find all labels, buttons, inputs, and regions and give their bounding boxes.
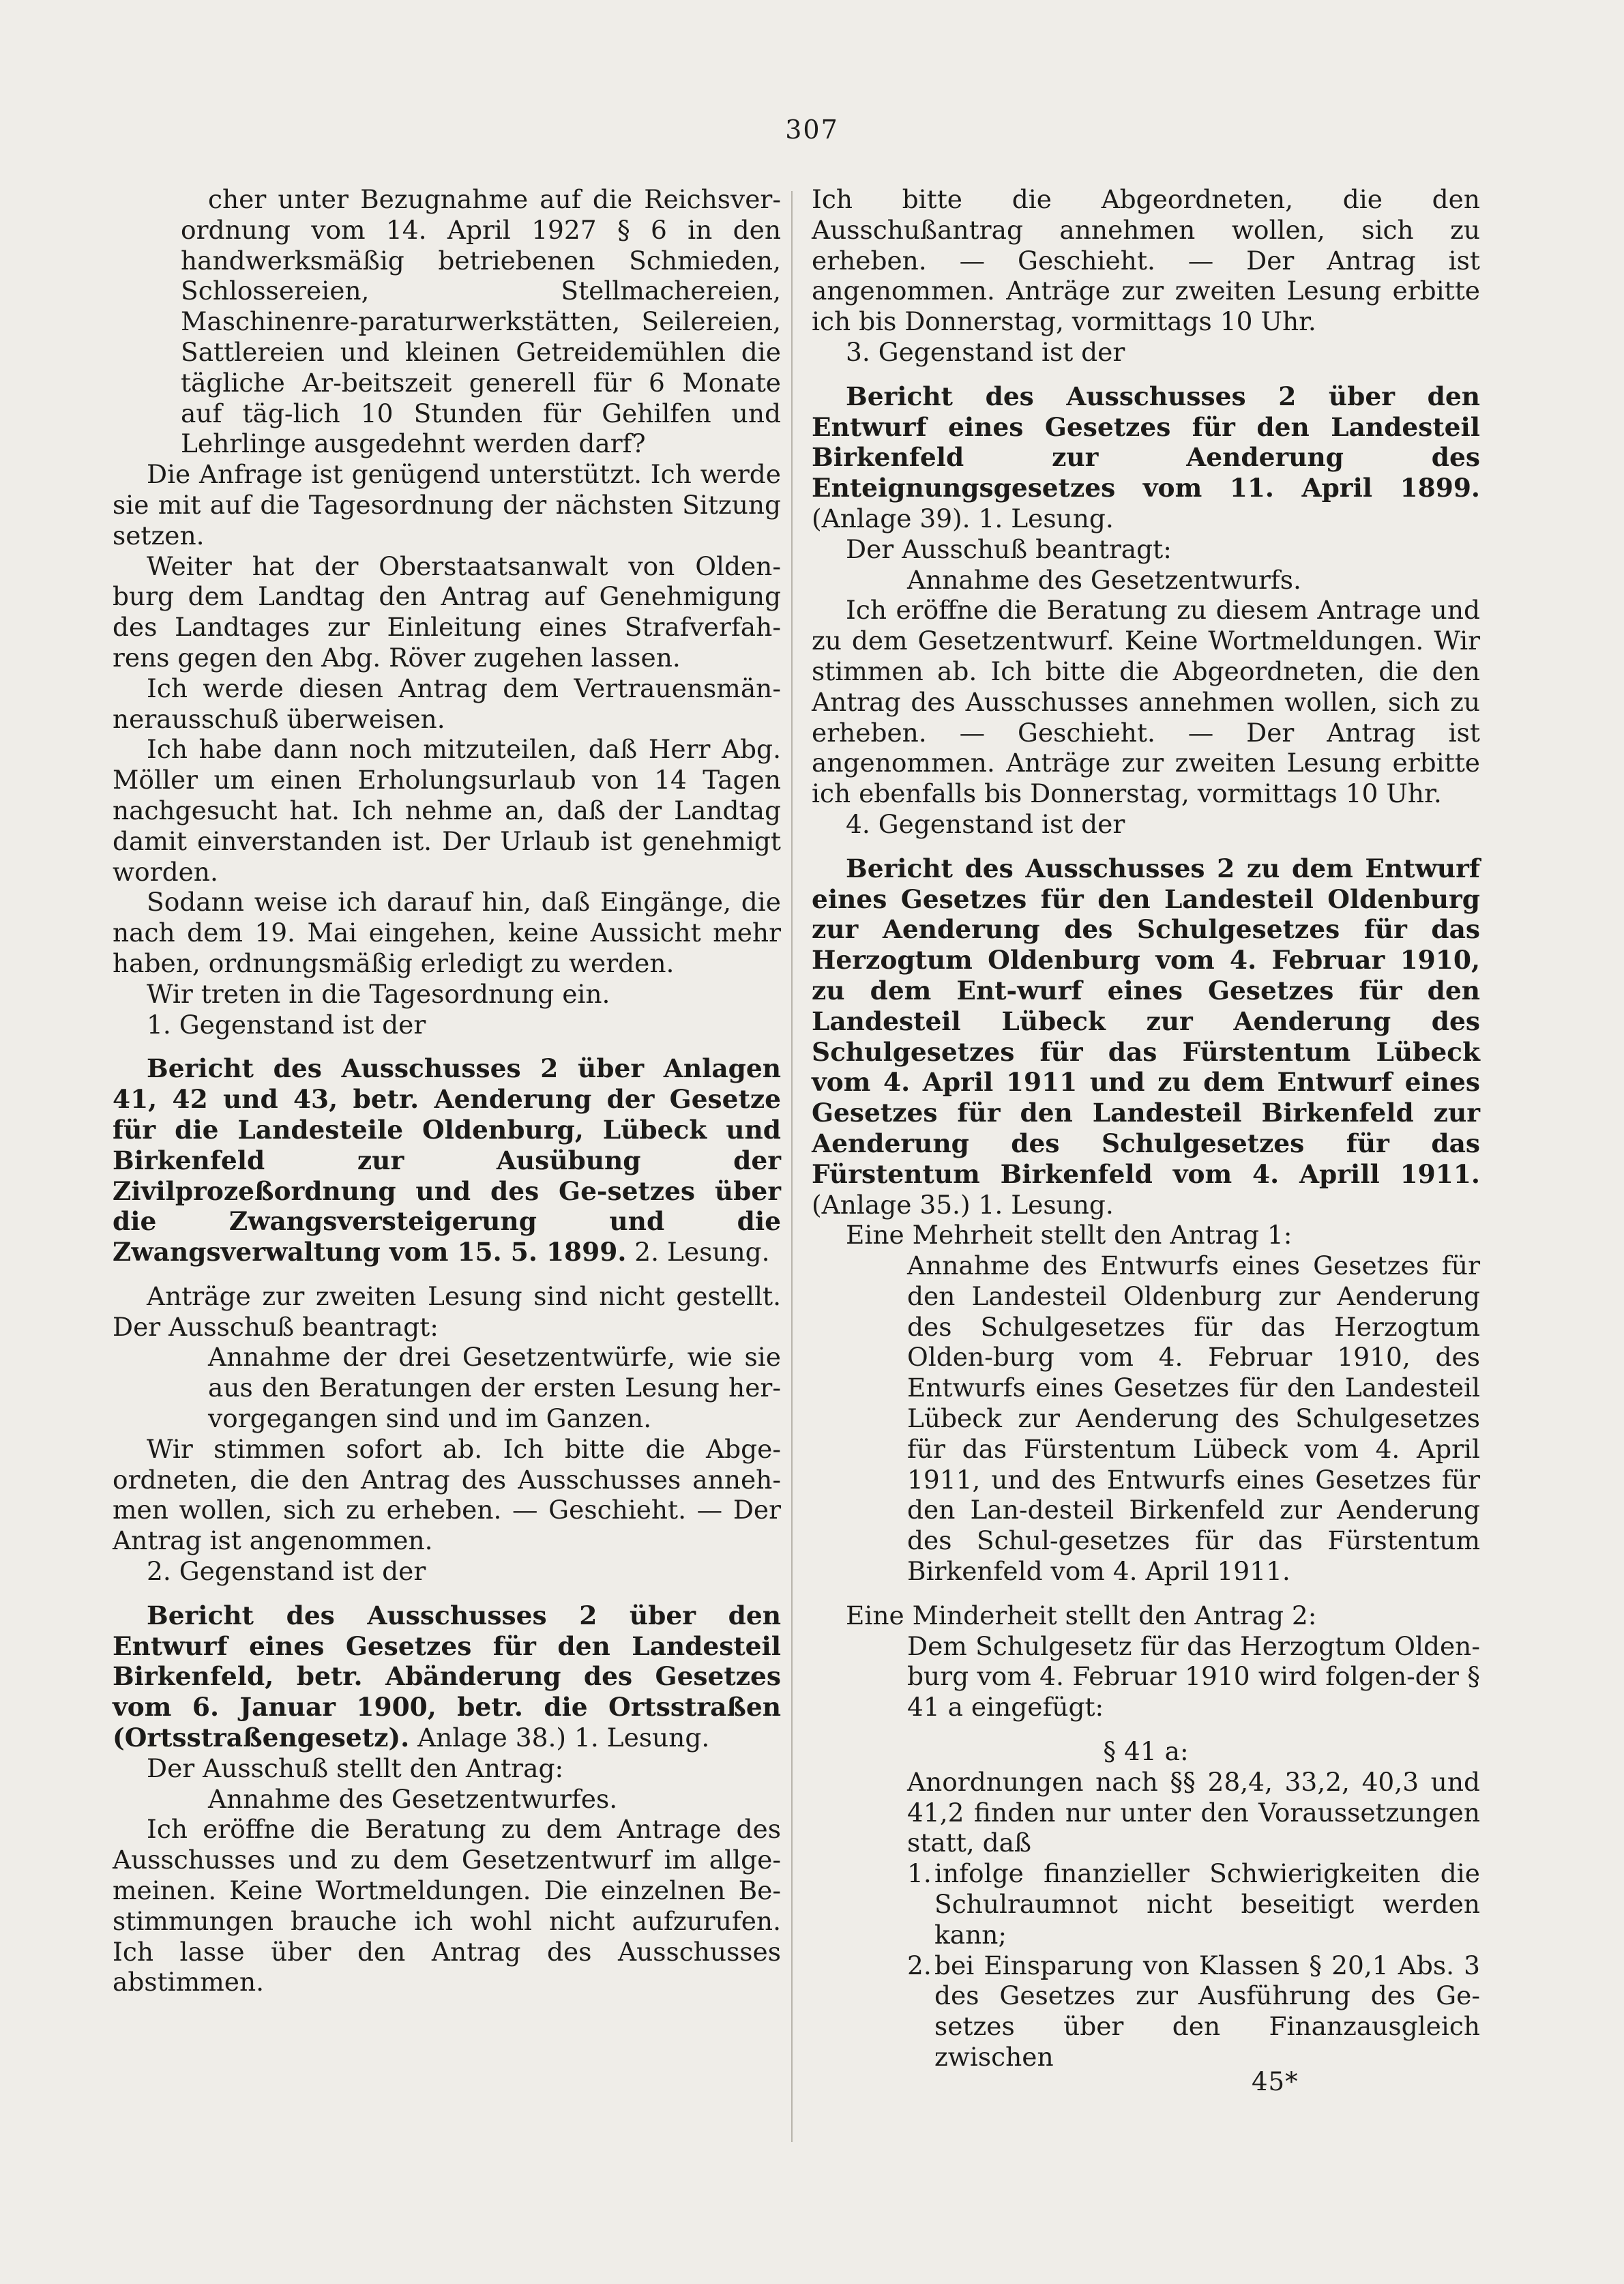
paragraph-text: 2. Lesung. bbox=[626, 1237, 770, 1268]
paragraph-text: Ich habe dann noch mitzuteilen, daß Herr Abg. Möller um einen Erholungsurlaub von 14 Tagen nachgesucht hat. Ich nehme an, daß der Landtag damit einverstanden ist. Der Urlaub ist genehmigt worden. bbox=[113, 734, 781, 887]
paragraph-text: Weiter hat der Oberstaatsanwalt von Olden-burg dem Landtag den Antrag auf Genehmigung des Landtages zur Einleitung eines Strafverfah-rens gegen den Abg. Röver zugehen lassen. bbox=[113, 551, 781, 673]
list-item bbox=[907, 1950, 1480, 2073]
paragraph-text: Ich eröffne die Beratung zu dem Antrage des Ausschusses und zu dem Gesetzentwurf im allge-meinen. Keine Wortmeldungen. Die einzelnen Be-stimmungen brauche ich wohl nicht aufzurufen. Ich lasse über den Antrag des Ausschusses abstimmen. bbox=[113, 1814, 781, 1997]
right-paragraph bbox=[812, 337, 1480, 368]
paragraph-text: 2. Gegenstand ist der bbox=[147, 1556, 426, 1587]
right-paragraph bbox=[812, 184, 1480, 337]
paragraph-text: § 41 a: bbox=[1103, 1736, 1189, 1767]
bold-heading: Bericht des Ausschusses 2 zu dem Entwurf eines Gesetzes für den Landesteil Oldenburg zur Aenderung des Schulgesetzes für das Herzogtum Oldenburg vom 4. Februar 1910, zu dem Ent-wurf eines Gesetzes für den Landesteil Lübeck zur Aenderung des Schulgesetzes für das Fürstentum Lübeck vom 4. April 1911 und zu dem Entwurf eines Gesetzes für den Landesteil Birkenfeld zur Aenderung des Schulgesetzes für das Fürstentum Birkenfeld vom 4. Aprill 1911. bbox=[812, 853, 1480, 1189]
paragraph-text: Der Ausschuß stellt den Antrag: bbox=[147, 1753, 564, 1783]
right-paragraph bbox=[812, 1220, 1480, 1250]
paragraph-text: Annahme des Entwurfs eines Gesetzes für den Landesteil Oldenburg zur Aenderung des Schulgesetzes für das Herzogtum Olden-burg vom 4. Februar 1910, des Entwurfs eines Gesetzes für den Landesteil Lübeck zur Aenderung des Schulgesetzes für das Fürstentum Lübeck vom 4. April 1911, und des Entwurfs eines Gesetzes für den Lan-desteil Birkenfeld zur Aenderung des Schul-gesetzes für das Fürstentum Birkenfeld vom 4. April 1911. bbox=[907, 1250, 1480, 1587]
left-paragraph bbox=[113, 459, 781, 551]
list-text: bei Einsparung von Klassen § 20,1 Abs. 3 des Gesetzes zur Ausführung des Ge-setzes über den Finanzausgleich zwischen bbox=[934, 1950, 1480, 2073]
right-paragraph bbox=[812, 534, 1480, 565]
list-text: infolge finanzieller Schwierigkeiten die Schulraumnot nicht beseitigt werden kann; bbox=[934, 1858, 1480, 1950]
left-paragraph bbox=[113, 979, 781, 1010]
list-number: 1. bbox=[907, 1858, 932, 1889]
left-paragraph bbox=[208, 1784, 781, 1815]
paragraph-text: Annahme der drei Gesetzentwürfe, wie sie aus den Beratungen der ersten Lesung her-vorgegangen sind und im Ganzen. bbox=[208, 1342, 781, 1434]
list-number: 2. bbox=[907, 1950, 932, 1980]
page-number: 307 bbox=[785, 115, 839, 145]
paragraph-text: Eine Mehrheit stellt den Antrag 1: bbox=[846, 1220, 1293, 1250]
paragraph-text: Eine Minderheit stellt den Antrag 2: bbox=[846, 1600, 1317, 1630]
left-paragraph bbox=[113, 887, 781, 978]
paragraph-text: Ich bitte die Abgeordneten, die den Ausschußantrag annehmen wollen, sich zu erheben. — Geschieht. — Der Antrag ist angenommen. Anträge zur zweiten Lesung erbitte ich bis Donnerstag, vormittags 10 Uhr. bbox=[812, 184, 1480, 337]
paragraph-text: Der Ausschuß beantragt: bbox=[846, 533, 1172, 564]
left-paragraph bbox=[113, 1600, 781, 1753]
bold-heading: Bericht des Ausschusses 2 über den Entwurf eines Gesetzes für den Landesteil Birkenfeld zur Aenderung des Enteignungsgesetzes vom 11. April 1899. bbox=[812, 381, 1480, 503]
paragraph-text: 4. Gegenstand ist der bbox=[846, 808, 1125, 839]
right-paragraph bbox=[907, 1631, 1480, 1723]
left-paragraph bbox=[113, 1753, 781, 1784]
right-paragraphs bbox=[812, 184, 1480, 1858]
paragraph-text: Wir stimmen sofort ab. Ich bitte die Abge-ordneten, die den Antrag des Ausschusses anneh-men wollen, sich zu erheben. — Geschieht. — Der Antrag ist angenommen. bbox=[113, 1433, 781, 1556]
left-paragraph bbox=[113, 1010, 781, 1040]
signature-mark: 45* bbox=[1252, 2067, 1299, 2096]
right-paragraph bbox=[812, 1736, 1480, 1767]
left-column bbox=[113, 184, 781, 1997]
right-paragraph bbox=[907, 1250, 1480, 1587]
left-paragraph bbox=[113, 1814, 781, 1997]
paragraph-text: Annahme des Gesetzentwurfs. bbox=[907, 564, 1301, 595]
right-paragraph bbox=[907, 565, 1480, 596]
left-paragraph bbox=[113, 673, 781, 735]
paragraph-text: Anträge zur zweiten Lesung sind nicht gestellt. Der Ausschuß beantragt: bbox=[113, 1280, 781, 1342]
paragraph-text: Anlage 38.) 1. Lesung. bbox=[409, 1723, 710, 1753]
left-paragraph bbox=[113, 1434, 781, 1556]
paragraph-text: 1. Gegenstand ist der bbox=[147, 1009, 426, 1040]
paragraph-text: Dem Schulgesetz für das Herzogtum Olden-burg vom 4. Februar 1910 wird folgen-der § 41 a eingefügt: bbox=[907, 1630, 1480, 1723]
paragraph-text: 3. Gegenstand ist der bbox=[846, 336, 1125, 367]
left-paragraph bbox=[113, 734, 781, 887]
bold-heading: Bericht des Ausschusses 2 über den Entwurf eines Gesetzes für den Landesteil Birkenfeld, betr. Abänderung des Gesetzes vom 6. Januar 1900, betr. die Ortsstraßen (Ortsstraßengesetz). bbox=[113, 1600, 781, 1753]
right-paragraph bbox=[812, 1600, 1480, 1631]
list-item bbox=[907, 1858, 1480, 1950]
paragraph-text: Ich werde diesen Antrag dem Vertrauensmän-nerausschuß überweisen. bbox=[113, 673, 781, 734]
left-paragraph bbox=[113, 551, 781, 673]
paragraph-text: Wir treten in die Tagesordnung ein. bbox=[147, 978, 610, 1009]
right-paragraph bbox=[812, 809, 1480, 840]
paragraph-text: Die Anfrage ist genügend unterstützt. Ich werde sie mit auf die Tagesordnung der nächsten Sitzung setzen. bbox=[113, 459, 781, 551]
paragraph-text: (Anlage 39). 1. Lesung. bbox=[812, 503, 1114, 533]
column-divider bbox=[791, 191, 793, 2142]
paragraph-text: cher unter Bezugnahme auf die Reichsver-ordnung vom 14. April 1927 § 6 in den handwerksmäßig betriebenen Schmieden, Schlossereien, Stellmachereien, Maschinenre-paraturwerkstätten, Seilereien, Sattlereien und kleinen Getreidemühlen die tägliche Ar-beitszeit generell für 6 Monate auf täg-lich 10 Stunden für Gehilfen und Lehrlinge ausgedehnt werden darf? bbox=[181, 184, 781, 459]
left-paragraph bbox=[208, 1342, 781, 1433]
right-paragraph bbox=[812, 381, 1480, 534]
left-paragraph bbox=[113, 1281, 781, 1343]
paragraph-text: Annahme des Gesetzentwurfes. bbox=[208, 1783, 618, 1814]
right-column bbox=[812, 184, 1480, 2073]
paragraph-text: Ich eröffne die Beratung zu diesem Antrage und zu dem Gesetzentwurf. Keine Wortmeldungen. Wir stimmen ab. Ich bitte die Abgeordneten, die den Antrag des Ausschusses annehmen wollen, sich zu erheben. — Geschieht. — Der Antrag ist angenommen. Anträge zur zweiten Lesung erbitte ich ebenfalls bis Donnerstag, vormittags 10 Uhr. bbox=[812, 595, 1480, 809]
left-paragraph bbox=[113, 1556, 781, 1587]
right-paragraph bbox=[907, 1767, 1480, 1858]
paragraph-text: Anordnungen nach §§ 28,4, 33,2, 40,3 und 41,2 finden nur unter den Voraussetzungen statt, daß bbox=[907, 1766, 1480, 1858]
paragraph-text: (Anlage 35.) 1. Lesung. bbox=[812, 1189, 1114, 1220]
left-paragraph bbox=[113, 1053, 781, 1268]
bold-heading: Bericht des Ausschusses 2 über Anlagen 41, 42 und 43, betr. Aenderung der Gesetze für die Landesteile Oldenburg, Lübeck und Birkenfeld zur Ausübung der Zivilprozeßordnung und des Ge-setzes über die Zwangsversteigerung und die Zwangsverwaltung vom 15. 5. 1899. bbox=[113, 1053, 781, 1268]
right-paragraph bbox=[812, 853, 1480, 1220]
numbered-list bbox=[907, 1858, 1480, 2073]
paragraph-text: Sodann weise ich darauf hin, daß Eingänge, die nach dem 19. Mai eingehen, keine Aussicht mehr haben, ordnungsmäßig erledigt zu werden. bbox=[113, 887, 781, 978]
left-paragraph bbox=[181, 184, 781, 459]
right-paragraph bbox=[812, 595, 1480, 809]
